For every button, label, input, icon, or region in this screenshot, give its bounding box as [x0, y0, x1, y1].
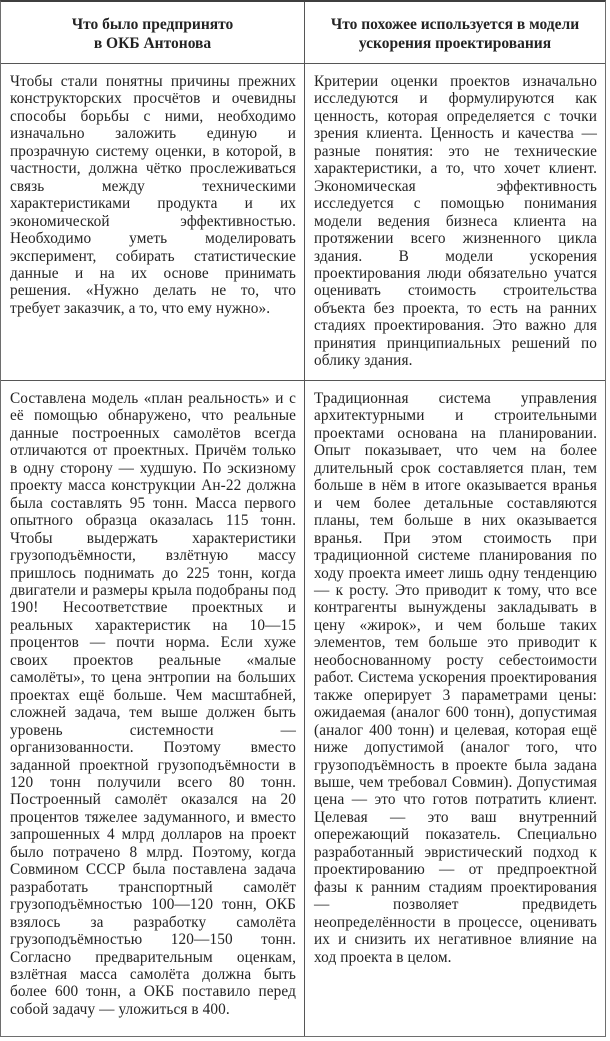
row2-cell-okb: Составлена модель «план реальность» и с её помощью обнаружено, что реальные данные построенных самолётов всегда отличаются от проектных. Причём только в одну сторону — худшую. По эскизному проекту масса конструкции Ан-22 должна была составлять 95 тонн. Масса первого опытного образца оказалась 115 тонн. Чтобы выдержать характеристики грузоподъёмности, взлётную массу пришлось поднимать до 225 тонн, когда двигатели и размеры крыла подобраны под 190! Несоответствие проектных и реальных характеристик на 10—15 процентов — почти норма. Если хуже своих проектов реальные «малые самолёты», то цена энтропии на больших проектах ещё больше. Чем масштабней, сложней задача, тем выше должен быть уровень системности — организованности. Поэтому вместо заданной проектной грузоподъёмности в 120 тонн получили всего 80 тонн. Построенный самолёт оказался на 20 процентов тяжелее задуманного, и вместо запрошенных 4 млрд долларов на проект было потрачено 8 млрд. Поэтому, когда Совмином СССР была поставлена задача разработать транспортный самолёт грузоподъёмностью 100—120 тонн, ОКБ взялось за разработку самолёта грузоподъёмностью 120—150 тонн. Согласно предварительным оценкам, взлётная масса самолёта должна быть более 600 тонн, а ОКБ поставило перед собой задачу — уложиться в 400. — [1, 381, 305, 1036]
header-right-line1: Что похожее используется в модели — [330, 15, 580, 33]
row2-cell-model: Традиционная система управления архитектурными и строительными проектами основана на планировании. Опыт показывает, что чем на более длительный срок составляется план, тем больше в нём в итоге оказывается вранья и чем более детальные составляются планы, тем больше в них оказывается вранья. При этом стоимость при традиционной системе планирования по ходу проекта имеет лишь одну тенденцию — к росту. Это приводит к тому, что все контрагенты вынуждены закладывать в цену «жирок», и чем больше таких элементов, тем больше это приводит к необоснованному росту себестоимости работ. Система ускорения проектирования также оперирует 3 параметрами цены: ожидаемая (аналог 600 тонн), допустимая (аналог 400 тонн) и целевая, которая ещё ниже допустимой (аналог того, что грузоподъёмность в проекте была задана выше, чем требовал Совмин). Допустимая цена — это что готов потратить клиент. Целевая — это ваш внутренний опережающий показатель. Специально разработанный эвристический подход к проектированию — от предпроектной фазы к ранним стадиям проектирования — позволяет предвидеть неопределённости в процессе, оценивать их и снизить их негативное влияние на ход проекта в целом. — [305, 381, 605, 1036]
header-left-line2: в ОКБ Антонова — [93, 34, 212, 52]
table-header-okb-antonova — [1, 2, 305, 64]
table-header-acceleration-model — [305, 2, 605, 64]
row1-cell-model: Критерии оценки проектов изначально исследуются и формулируются как ценность, которая определяется с точки зрения клиента. Ценность и качества — разные понятия: это не технические характеристики, а то, что хочет клиент. Экономическая эффективность исследуется с помощью понимания модели ведения бизнеса клиента на протяжении всего жизненного цикла здания. В модели ускорения проектирования люди обязательно учатся оценивать стоимость строительства объекта без проекта, то есть на ранних стадиях проектирования. Это важно для принятия принципиальных решений по облику здания. — [305, 64, 605, 381]
header-right-line2: ускорения проектирования — [358, 34, 552, 52]
row1-cell-okb: Чтобы стали понятны причины прежних конструкторских просчётов и очевидны способы борьбы с ними, необходимо изначально заложить единую и прозрачную систему оценки, в которой, в частности, должна чётко прослеживаться связь между техническими характеристиками продукта и их экономической эффективностью. Необходимо уметь моделировать эксперимент, собирать статистические данные и на их основе принимать решения. «Нужно делать не то, что требует заказчик, а то, что ему нужно». — [1, 64, 305, 381]
header-left-line1: Что было предпринято — [71, 15, 234, 33]
